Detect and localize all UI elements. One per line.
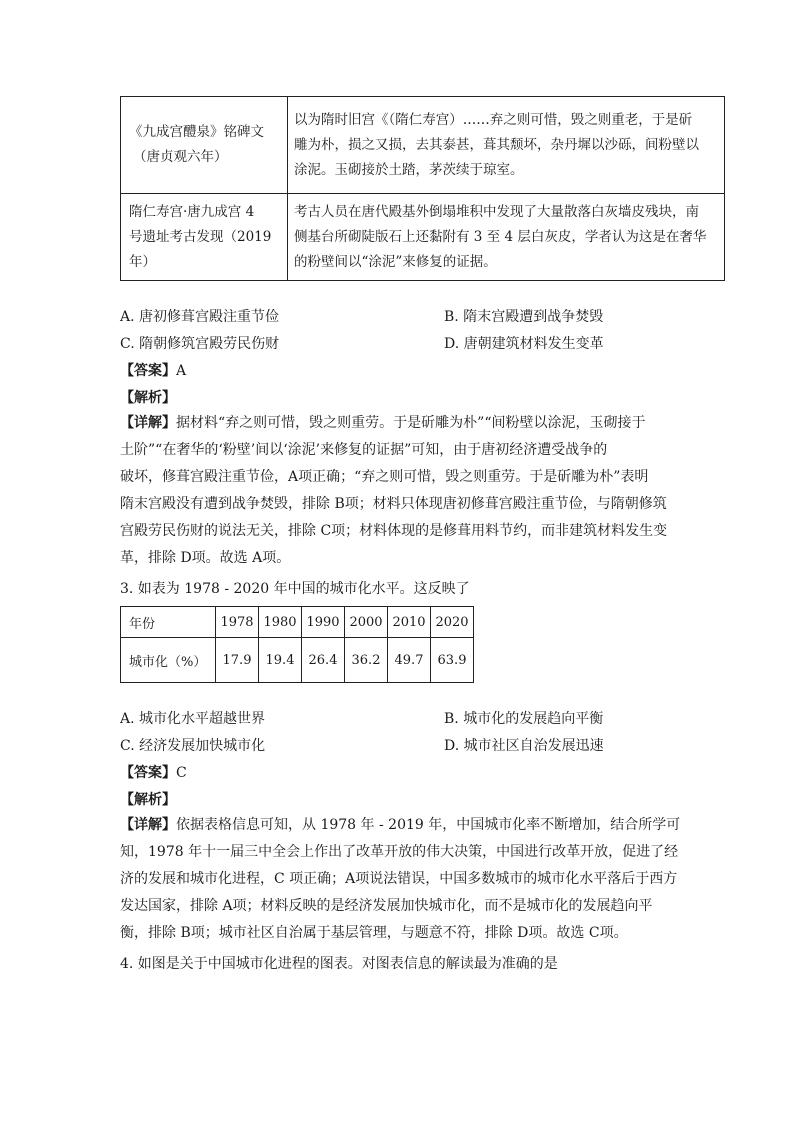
source-line: 《九成宫醴泉》铭碑文 <box>129 124 264 140</box>
q2-answer <box>120 360 186 380</box>
answer-tag: 【答案】 <box>120 765 176 781</box>
detail-line: 【详解】据材料“弃之则可惜，毁之则重劳。于是斫雕为朴”“间粉壁以涂泥，玉砌接于 <box>120 415 646 431</box>
source-table <box>120 96 725 281</box>
content-cell <box>288 97 725 194</box>
detail-line: 土阶”“在奢华的‘粉壁’间以‘涂泥’来修复的证据”可知，由于唐初经济遭受战争的 <box>120 442 608 458</box>
content-line: 考古人员在唐代殿基外倒塌堆积中发现了大量散落白灰墙皮残块，南 <box>294 203 699 220</box>
table-header-row <box>121 607 474 638</box>
content-line: 雕为朴，损之又损，去其泰甚，葺其颓坏，杂丹墀以沙砾，间粉壁以 <box>294 136 699 153</box>
row-label: 城市化（%） <box>121 638 216 683</box>
q3-option-a[interactable]: A. 城市化水平超越世界 <box>120 711 266 727</box>
year-cell: 2010 <box>388 607 431 638</box>
q3-option-c[interactable]: C. 经济发展加快城市化 <box>120 738 266 754</box>
detail-line: 革，排除 D项。故选 A项。 <box>120 550 291 566</box>
detail-line: 济的发展和城市化进程，C 项正确；A项说法错误，中国多数城市的城市化水平落后于西方 <box>120 871 678 887</box>
q2-option-c[interactable]: C. 隋朝修筑宫殿劳民伤财 <box>120 336 280 352</box>
header-label: 年份 <box>121 607 216 638</box>
detail-line: 知，1978 年十一届三中全会上作出了改革开放的伟大决策，中国进行改革开放，促进了经 <box>120 844 679 860</box>
table-row <box>121 97 725 194</box>
content-line: 侧基台所砌陡版石上还黏附有 3 至 4 层白灰皮，学者认为这是在奢华 <box>294 228 707 245</box>
detail-line: 宫殿劳民伤财的说法无关，排除 C项；材料体现的是修葺用料节约，而非建筑材料发生变 <box>120 523 668 539</box>
value-cell: 63.9 <box>431 638 474 683</box>
content-cell <box>288 194 725 281</box>
value-cell: 49.7 <box>388 638 431 683</box>
source-line: 年） <box>129 253 156 270</box>
q3-detail <box>120 812 680 947</box>
detail-line: 发达国家，排除 A项；材料反映的是经济发展加快城市化，而不是城市化的发展趋向平 <box>120 898 653 914</box>
q4-stem: 4. 如图是关于中国城市化进程的图表。对图表信息的解读最为准确的是 <box>120 956 558 972</box>
analysis-tag: 【解析】 <box>120 390 176 406</box>
source-cell <box>121 97 288 194</box>
table-row <box>121 638 474 683</box>
source-line: 号遗址考古发现（2019 <box>129 228 272 245</box>
content-line: 的粉壁间以“涂泥”来修复的证据。 <box>294 253 497 270</box>
urbanization-table <box>120 606 474 683</box>
q3-answer <box>120 762 187 782</box>
source-line: 隋仁寿宫·唐九成宫 4 <box>129 203 255 220</box>
analysis-tag: 【解析】 <box>120 792 176 808</box>
detail-tag: 【详解】 <box>120 415 176 431</box>
q2-option-b[interactable]: B. 隋末宫殿遭到战争焚毁 <box>444 309 604 325</box>
q2-option-d[interactable]: D. 唐朝建筑材料发生变革 <box>444 336 604 352</box>
content-line: 以为隋时旧宫《（隋仁寿宫）……弃之则可惜，毁之则重老，于是斫 <box>294 111 693 128</box>
year-cell: 1978 <box>216 607 259 638</box>
value-cell: 19.4 <box>259 638 302 683</box>
answer-value: A <box>176 363 187 379</box>
table-row <box>121 194 725 281</box>
q2-option-a[interactable]: A. 唐初修葺宫殿注重节俭 <box>120 309 280 325</box>
value-cell: 26.4 <box>302 638 345 683</box>
q3-option-b[interactable]: B. 城市化的发展趋向平衡 <box>444 711 604 727</box>
detail-line: 隋末宫殿没有遭到战争焚毁，排除 B项；材料只体现唐初修葺宫殿注重节俭，与隋朝修筑 <box>120 496 667 512</box>
year-cell: 1990 <box>302 607 345 638</box>
content-line: 涂泥。玉砌接於土踏，茅茨续于琼室。 <box>294 161 524 178</box>
q3-option-d[interactable]: D. 城市社区自治发展迅速 <box>444 738 604 754</box>
detail-tag: 【详解】 <box>120 817 176 833</box>
year-cell: 2020 <box>431 607 474 638</box>
year-cell: 2000 <box>345 607 388 638</box>
value-cell: 36.2 <box>345 638 388 683</box>
detail-line: 【详解】依据表格信息可知，从 1978 年 - 2019 年，中国城市化率不断增加，结合所学可 <box>120 817 681 833</box>
q3-stem: 3. 如表为 1978 - 2020 年中国的城市化水平。这反映了 <box>120 581 470 597</box>
q2-detail <box>120 410 680 572</box>
answer-value: C <box>176 765 187 781</box>
detail-line: 衡，排除 B项；城市社区自治属于基层管理，与题意不符，排除 D项。故选 C项。 <box>120 925 628 941</box>
q3-analysis-heading <box>120 789 176 809</box>
q2-analysis-heading <box>120 387 176 407</box>
detail-line: 破坏，修葺宫殿注重节俭，A项正确；“弃之则可惜，毁之则重劳。于是斫雕为朴”表明 <box>120 469 649 485</box>
source-cell <box>121 194 288 281</box>
year-cell: 1980 <box>259 607 302 638</box>
source-line: （唐贞观六年） <box>133 149 228 165</box>
value-cell: 17.9 <box>216 638 259 683</box>
answer-tag: 【答案】 <box>120 363 176 379</box>
